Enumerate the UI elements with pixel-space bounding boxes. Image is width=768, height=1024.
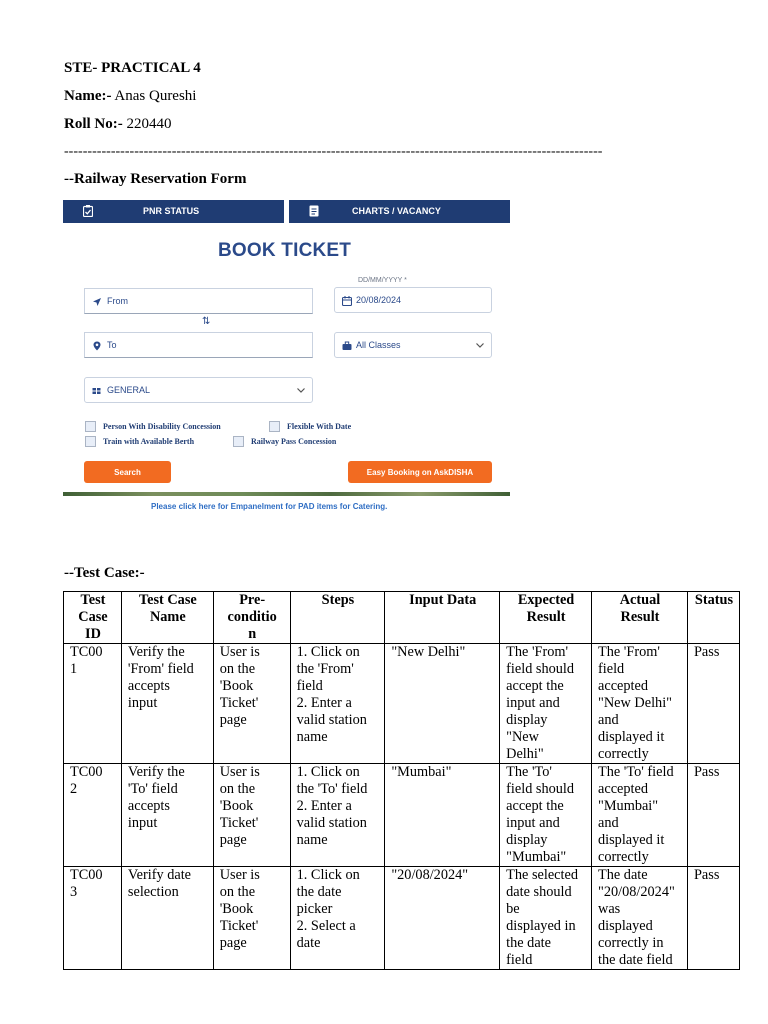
section-heading-form: --Railway Reservation Form [64,171,247,187]
cell-precondition: User is on the 'Book Ticket' page [213,764,290,867]
cell-test-case-id: TC00 1 [64,644,122,764]
navigation-arrow-icon [92,297,102,307]
header-status: Status [687,592,739,644]
table-row [64,867,740,970]
tab-charts-label: CHARTS / VACANCY [352,206,441,216]
search-button[interactable]: Search [84,461,171,483]
header-test-case-id: Test Case ID [64,592,122,644]
separator-line: ------------------------------------------------------------------------------------------------------------------- [64,144,603,159]
book-ticket-heading: BOOK TICKET [218,240,352,261]
document-icon [309,205,319,217]
roll-label: Roll No:- [64,116,123,132]
checkbox-available-berth[interactable] [85,436,96,447]
cell-status: Pass [687,764,739,867]
date-field[interactable] [334,287,492,313]
from-placeholder: From [107,296,128,306]
header-test-case-name: Test Case Name [121,592,213,644]
quota-value: GENERAL [107,385,151,395]
cell-expected-result: The 'To' field should accept the input and display "Mumbai" [500,764,592,867]
checkbox-label-flexible-date: Flexible With Date [287,422,352,431]
header-precondition: Pre- conditio n [213,592,290,644]
tab-pnr-label: PNR STATUS [143,206,200,216]
booking-form-screenshot [63,200,510,518]
cell-test-case-name: Verify the 'To' field accepts input [121,764,213,867]
cell-test-case-id: TC00 3 [64,867,122,970]
quota-select[interactable] [84,377,313,403]
table-row [64,644,740,764]
briefcase-icon [342,341,352,351]
map-pin-icon [92,341,102,351]
class-value: All Classes [356,340,401,350]
catering-link[interactable]: Please click here for Empanelment for PAD items for Catering. [151,502,388,511]
name-line [64,88,196,105]
cell-expected-result: The 'From' field should accept the input and display "New Delhi" [500,644,592,764]
checkbox-label-available-berth: Train with Available Berth [103,437,195,446]
cell-test-case-name: Verify date selection [121,867,213,970]
table-row [64,764,740,867]
cell-status: Pass [687,867,739,970]
checkbox-label-disability: Person With Disability Concession [103,422,221,431]
chevron-down-icon [296,385,306,395]
cell-test-case-name: Verify the 'From' field accepts input [121,644,213,764]
cell-test-case-id: TC00 2 [64,764,122,867]
cell-steps: 1. Click on the date picker 2. Select a date [290,867,385,970]
cell-actual-result: The date "20/08/2024" was displayed correctly in the date field [592,867,688,970]
checkbox-disability[interactable] [85,421,96,432]
cell-input-data: "Mumbai" [385,764,500,867]
name-value: Anas Qureshi [111,88,197,104]
header-steps: Steps [290,592,385,644]
tab-pnr-status[interactable] [63,200,284,223]
cell-precondition: User is on the 'Book Ticket' page [213,867,290,970]
header-expected-result: Expected Result [500,592,592,644]
checkbox-flexible-date[interactable] [269,421,280,432]
cell-input-data: "20/08/2024" [385,867,500,970]
section-heading-test-case: --Test Case:- [64,565,145,581]
class-select[interactable] [334,332,492,358]
document-title: STE- PRACTICAL 4 [64,60,201,76]
test-case-table [63,591,740,970]
roll-value: 220440 [122,116,172,132]
cell-expected-result: The selected date should be displayed in the date field [500,867,592,970]
cell-actual-result: The 'From' field accepted "New Delhi" and displayed it correctly [592,644,688,764]
date-value: 20/08/2024 [356,295,402,305]
date-format-hint: DD/MM/YYYY * [358,277,407,284]
checkbox-label-railway-pass: Railway Pass Concession [251,437,337,446]
header-actual-result: Actual Result [592,592,688,644]
cell-status: Pass [687,644,739,764]
grid-icon [92,386,102,396]
checklist-icon [83,205,93,217]
roll-line [64,116,172,133]
banner-strip [63,492,510,496]
chevron-down-icon [475,340,485,350]
table-header-row [64,592,740,644]
checkbox-railway-pass[interactable] [233,436,244,447]
cell-actual-result: The 'To' field accepted "Mumbai" and displayed it correctly [592,764,688,867]
cell-steps: 1. Click on the 'To' field 2. Enter a valid station name [290,764,385,867]
header-input-data: Input Data [385,592,500,644]
cell-input-data: "New Delhi" [385,644,500,764]
tab-charts-vacancy[interactable] [289,200,510,223]
swap-icon[interactable]: ⇅ [202,316,211,327]
cell-precondition: User is on the 'Book Ticket' page [213,644,290,764]
askdisha-button[interactable]: Easy Booking on AskDISHA [348,461,492,483]
top-nav [63,200,510,223]
from-field[interactable] [84,288,313,314]
calendar-icon [342,296,352,306]
cell-steps: 1. Click on the 'From' field 2. Enter a valid station name [290,644,385,764]
to-placeholder: To [107,340,117,350]
name-label: Name:- [64,88,112,104]
to-field[interactable] [84,332,313,358]
